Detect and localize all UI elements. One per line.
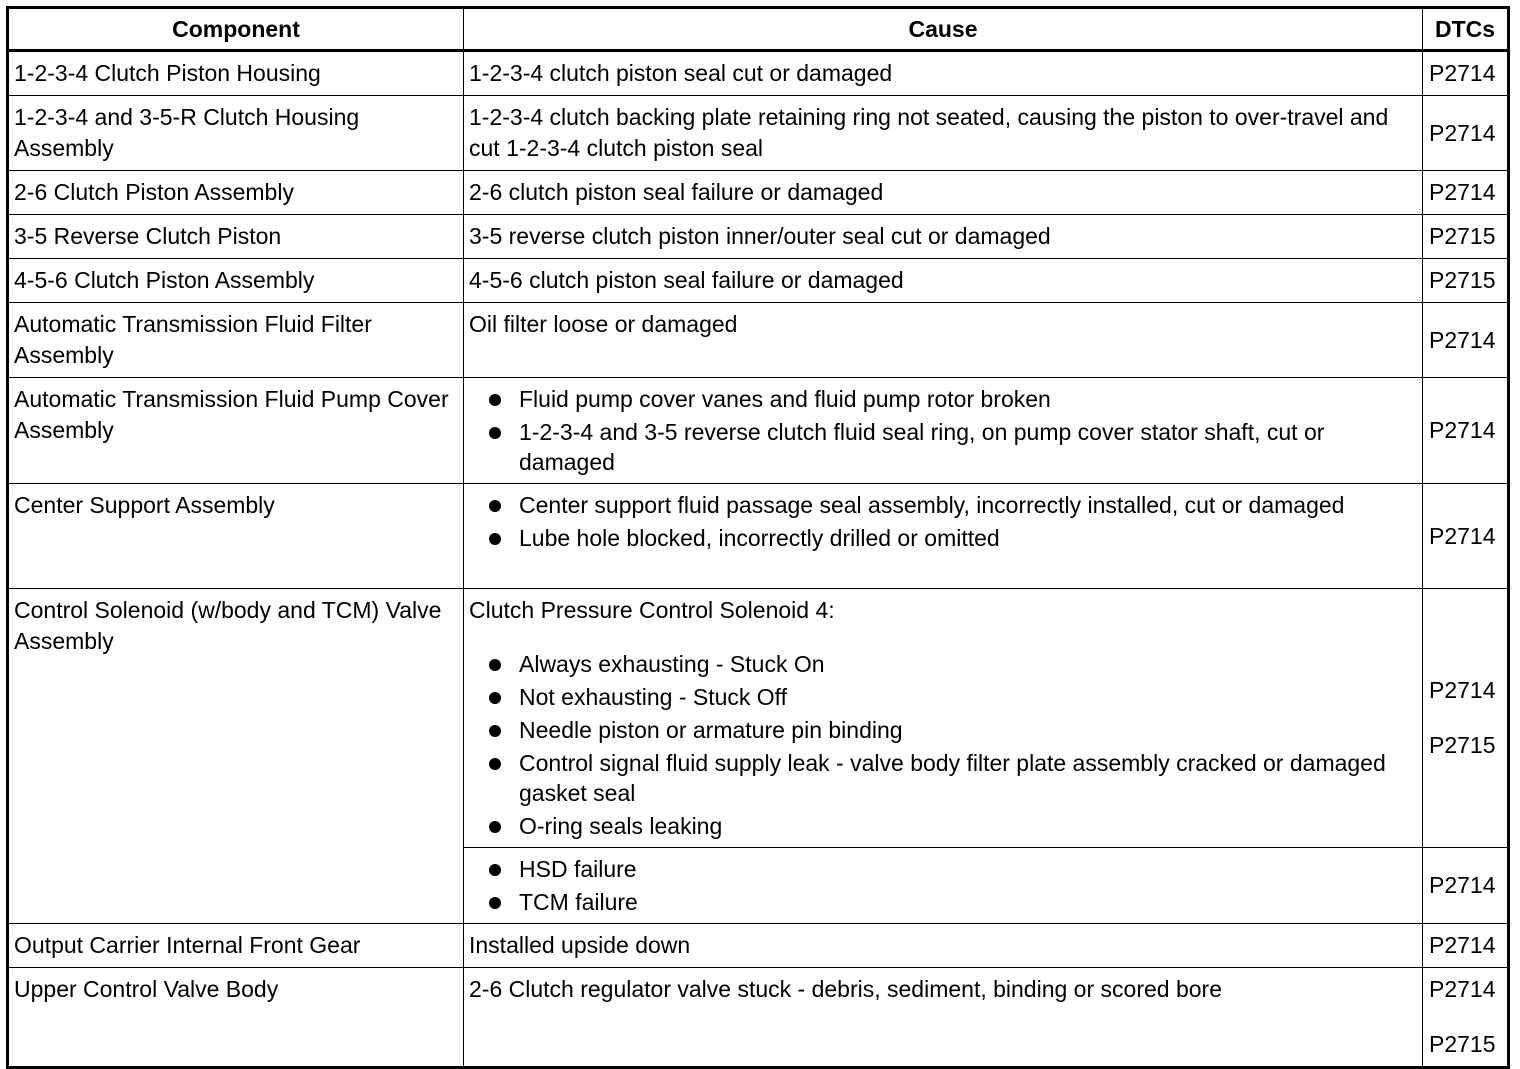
table-row [8, 924, 1509, 968]
component-cell: 3-5 Reverse Clutch Piston [8, 215, 464, 259]
cause-cell [464, 848, 1423, 924]
bullet-icon [489, 659, 501, 671]
header-cause: Cause [464, 8, 1423, 51]
dtc-code: P2715 [1429, 1031, 1496, 1057]
dtc-code: P2714 [1429, 677, 1496, 703]
bullet-icon [489, 533, 501, 545]
header-dtcs: DTCs [1423, 8, 1509, 51]
cause-bullet [469, 523, 1417, 553]
component-cell: Automatic Transmission Fluid Filter Assembly [8, 303, 464, 378]
cause-cell: 2-6 clutch piston seal failure or damaged [464, 171, 1423, 215]
cause-bullet-text: TCM failure [519, 889, 638, 915]
cause-cell: 4-5-6 clutch piston seal failure or damaged [464, 259, 1423, 303]
dtc-cell: P2714 [1423, 378, 1509, 484]
cause-bullet [469, 854, 1417, 884]
dtc-cell: P2714 [1423, 171, 1509, 215]
cause-bullet-list [469, 490, 1417, 553]
cause-bullet-text: Always exhausting - Stuck On [519, 651, 825, 677]
dtc-code: P2714 [1429, 976, 1496, 1002]
cause-bullet-list [469, 384, 1417, 477]
cause-cell: 2-6 Clutch regulator valve stuck - debris, sediment, binding or scored bore [464, 968, 1423, 1068]
cause-cell: 1-2-3-4 clutch backing plate retaining ring not seated, causing the piston to over-travel and cut 1-2-3-4 clutch piston seal [464, 96, 1423, 171]
bullet-icon [489, 500, 501, 512]
cause-cell [464, 484, 1423, 589]
dtc-cell: P2714 [1423, 484, 1509, 589]
cause-bullet-text: O-ring seals leaking [519, 813, 723, 839]
cause-cell [464, 378, 1423, 484]
table-row [8, 303, 1509, 378]
bullet-icon [489, 758, 501, 770]
table-row [8, 378, 1509, 484]
dtc-cell: P2714 [1423, 924, 1509, 968]
cause-bullet [469, 649, 1417, 679]
cause-bullet-text: Fluid pump cover vanes and fluid pump rotor broken [519, 386, 1051, 412]
component-cell: 2-6 Clutch Piston Assembly [8, 171, 464, 215]
cause-bullet-list [469, 649, 1417, 841]
table-row [8, 171, 1509, 215]
dtc-cell: P2714 [1423, 303, 1509, 378]
component-cell: Output Carrier Internal Front Gear [8, 924, 464, 968]
dtc-cell: P2714 [1423, 51, 1509, 96]
bullet-icon [489, 725, 501, 737]
cause-bullet [469, 811, 1417, 841]
table-row [8, 51, 1509, 96]
component-cell: Upper Control Valve Body [8, 968, 464, 1068]
table-row [8, 215, 1509, 259]
component-cell: 1-2-3-4 and 3-5-R Clutch Housing Assembly [8, 96, 464, 171]
table-row [8, 484, 1509, 589]
cause-bullet-text: Center support fluid passage seal assembly, incorrectly installed, cut or damaged [519, 492, 1345, 518]
cause-bullet-text: Not exhausting - Stuck Off [519, 684, 788, 710]
dtc-cell [1423, 589, 1509, 848]
bullet-icon [489, 864, 501, 876]
dtc-cell [1423, 968, 1509, 1068]
bullet-icon [489, 394, 501, 406]
cause-intro: Clutch Pressure Control Solenoid 4: [469, 597, 835, 623]
component-cell: Center Support Assembly [8, 484, 464, 589]
cause-cell: Installed upside down [464, 924, 1423, 968]
table-row [8, 968, 1509, 1068]
cause-bullet-text: Lube hole blocked, incorrectly drilled or omitted [519, 525, 1000, 551]
header-component: Component [8, 8, 464, 51]
component-cell: Control Solenoid (w/body and TCM) Valve Assembly [8, 589, 464, 924]
cause-cell [464, 589, 1423, 848]
cause-cell: 1-2-3-4 clutch piston seal cut or damaged [464, 51, 1423, 96]
cause-bullet [469, 384, 1417, 414]
diagnostic-table [6, 6, 1510, 1069]
bullet-icon [489, 692, 501, 704]
dtc-cell: P2715 [1423, 259, 1509, 303]
cause-bullet [469, 682, 1417, 712]
cause-bullet [469, 887, 1417, 917]
header-row [8, 8, 1509, 51]
cause-cell: Oil filter loose or damaged [464, 303, 1423, 378]
table-row [8, 589, 1509, 848]
table-row [8, 259, 1509, 303]
component-cell: Automatic Transmission Fluid Pump Cover Assembly [8, 378, 464, 484]
cause-bullet [469, 715, 1417, 745]
dtc-cell: P2714 [1423, 96, 1509, 171]
cause-bullet [469, 417, 1417, 477]
table-row [8, 96, 1509, 171]
component-cell: 1-2-3-4 Clutch Piston Housing [8, 51, 464, 96]
component-cell: 4-5-6 Clutch Piston Assembly [8, 259, 464, 303]
cause-bullet-text: 1-2-3-4 and 3-5 reverse clutch fluid seal ring, on pump cover stator shaft, cut or damaged [519, 419, 1325, 475]
dtc-code: P2715 [1429, 732, 1496, 758]
bullet-icon [489, 427, 501, 439]
bullet-icon [489, 897, 501, 909]
dtc-cell: P2715 [1423, 215, 1509, 259]
cause-bullet-text: HSD failure [519, 856, 637, 882]
dtc-cell: P2714 [1423, 848, 1509, 924]
cause-bullet [469, 748, 1417, 808]
bullet-icon [489, 821, 501, 833]
cause-bullet-list [469, 854, 1417, 917]
cause-cell: 3-5 reverse clutch piston inner/outer seal cut or damaged [464, 215, 1423, 259]
cause-bullet-text: Control signal fluid supply leak - valve body filter plate assembly cracked or damaged gasket seal [519, 750, 1386, 806]
cause-bullet-text: Needle piston or armature pin binding [519, 717, 903, 743]
cause-bullet [469, 490, 1417, 520]
